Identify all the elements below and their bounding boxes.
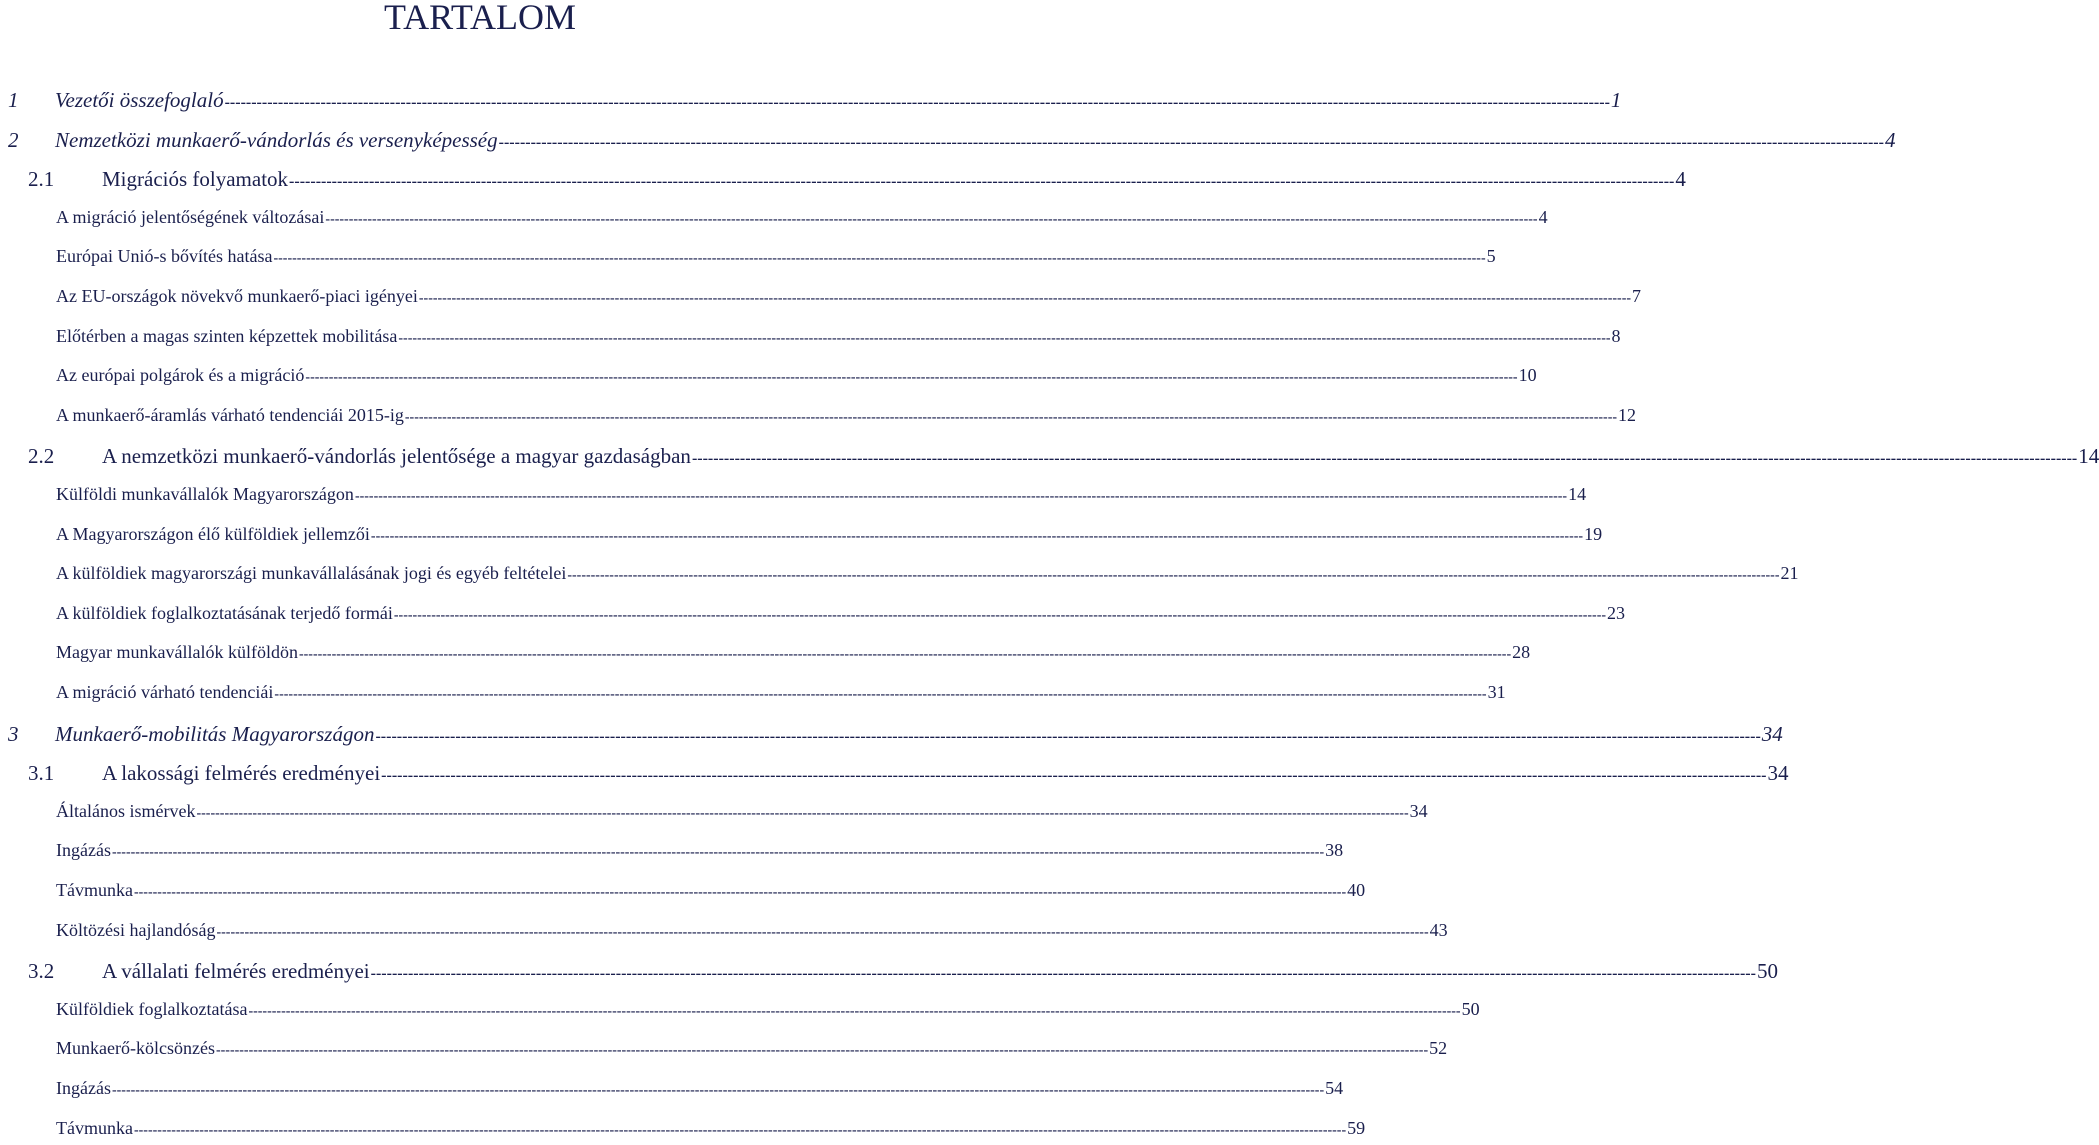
toc-leader: -------------------------------------------------------------------------------------------------------------------------------------------------------------------------------------------------------------------------------------------------------------------- bbox=[393, 607, 1607, 623]
toc-entry-title: A külföldiek foglalkoztatásának terjedő formái bbox=[56, 602, 393, 623]
toc-entry-page: 50 bbox=[1461, 998, 1480, 1019]
toc-entry-title: Távmunka bbox=[56, 1117, 133, 1138]
toc-leader: -------------------------------------------------------------------------------------------------------------------------------------------------------------------------------------------------------------------------------------------------------------------- bbox=[111, 1083, 1325, 1098]
toc-entry-page: 7 bbox=[1632, 286, 1642, 306]
toc-leader: -------------------------------------------------------------------------------------------------------------------------------------------------------------------------------------------------------------------------------------------------------------------- bbox=[567, 568, 1780, 584]
toc-entry[interactable] bbox=[28, 761, 1789, 787]
toc-entry-title: Ingázás bbox=[56, 1078, 111, 1098]
toc-entry[interactable] bbox=[56, 286, 1642, 310]
toc-leader: -------------------------------------------------------------------------------------------------------------------------------------------------------------------------------------------------------------------------------------------------------------------- bbox=[248, 1003, 1461, 1019]
toc-entry-page: 54 bbox=[1325, 1078, 1344, 1098]
toc-entry-page: 12 bbox=[1618, 404, 1637, 425]
toc-leader: -------------------------------------------------------------------------------------------------------------------------------------------------------------------------------------------------------------------------------------------------------------------- bbox=[691, 450, 2078, 468]
toc-entry-title: A nemzetközi munkaerő-vándorlás jelentősége a magyar gazdaságban bbox=[102, 444, 691, 469]
toc-entry[interactable] bbox=[8, 721, 1783, 748]
toc-entry-title: Vezetői összefoglaló bbox=[55, 88, 224, 112]
toc-entry-title: A munkaerő-áramlás várható tendenciái 2015-ig bbox=[56, 404, 404, 425]
toc-entry[interactable] bbox=[56, 880, 1366, 904]
toc-entry-title: A lakossági felmérés eredményei bbox=[102, 761, 381, 786]
toc-entry-page: 19 bbox=[1584, 523, 1603, 544]
toc-entry[interactable] bbox=[56, 800, 1428, 825]
toc-leader: -------------------------------------------------------------------------------------------------------------------------------------------------------------------------------------------------------------------------------------------------------------------- bbox=[498, 133, 1884, 151]
toc-entry[interactable] bbox=[56, 998, 1480, 1023]
toc-entry-number: 2 bbox=[8, 127, 19, 152]
toc-entry[interactable] bbox=[28, 444, 2099, 470]
toc-entry-title: Az EU-országok növekvő munkaerő-piaci igényei bbox=[56, 286, 418, 306]
toc-entry[interactable] bbox=[56, 1078, 1344, 1102]
toc-entry-page: 50 bbox=[1756, 959, 1778, 984]
toc-entry-page: 23 bbox=[1607, 602, 1626, 623]
toc-entry-page: 52 bbox=[1429, 1038, 1448, 1059]
toc-leader: -------------------------------------------------------------------------------------------------------------------------------------------------------------------------------------------------------------------------------------------------------------------- bbox=[354, 489, 1568, 504]
toc-leader: -------------------------------------------------------------------------------------------------------------------------------------------------------------------------------------------------------------------------------------------------------------------- bbox=[305, 370, 1518, 386]
toc-entry-title: Migrációs folyamatok bbox=[102, 167, 289, 192]
toc-entry-title: A külföldiek magyarországi munkavállalásának jogi és egyéb feltételei bbox=[56, 563, 567, 584]
toc-entry[interactable] bbox=[56, 484, 1587, 508]
toc-leader: -------------------------------------------------------------------------------------------------------------------------------------------------------------------------------------------------------------------------------------------------------------------- bbox=[273, 251, 1486, 267]
toc-entry[interactable] bbox=[56, 682, 1506, 706]
toc-entry[interactable] bbox=[56, 840, 1344, 864]
toc-entry-page: 10 bbox=[1518, 365, 1537, 386]
toc-entry[interactable] bbox=[8, 88, 1622, 114]
toc-entry[interactable] bbox=[28, 959, 1778, 985]
toc-leader: -------------------------------------------------------------------------------------------------------------------------------------------------------------------------------------------------------------------------------------------------------------------- bbox=[370, 965, 1756, 983]
toc-entry[interactable] bbox=[56, 642, 1531, 666]
toc-entry-page: 4 bbox=[1675, 167, 1686, 192]
toc-entry-title: Általános ismérvek bbox=[56, 800, 196, 821]
toc-entry-page: 34 bbox=[1761, 721, 1783, 746]
toc-leader: -------------------------------------------------------------------------------------------------------------------------------------------------------------------------------------------------------------------------------------------------------------------- bbox=[215, 1043, 1429, 1059]
toc-entry-title: Nemzetközi munkaerő-vándorlás és versenyképesség bbox=[55, 127, 498, 152]
toc-entry-title: A Magyarországon élő külföldiek jellemzői bbox=[56, 523, 370, 544]
toc-entry-page: 5 bbox=[1486, 246, 1496, 267]
toc-entry-page: 8 bbox=[1611, 325, 1621, 346]
toc-leader: -------------------------------------------------------------------------------------------------------------------------------------------------------------------------------------------------------------------------------------------------------------------- bbox=[111, 845, 1325, 861]
toc-entry-page: 4 bbox=[1884, 127, 1896, 152]
toc-entry[interactable] bbox=[56, 246, 1496, 270]
toc-entry[interactable] bbox=[56, 919, 1448, 944]
toc-leader: -------------------------------------------------------------------------------------------------------------------------------------------------------------------------------------------------------------------------------------------------------------------- bbox=[370, 528, 1584, 544]
page-title: TARTALOM bbox=[383, 0, 577, 37]
toc-leader: -------------------------------------------------------------------------------------------------------------------------------------------------------------------------------------------------------------------------------------------------------------------- bbox=[133, 1122, 1347, 1138]
toc-entry-title: Külföldiek foglalkoztatása bbox=[56, 998, 248, 1019]
toc-entry-page: 38 bbox=[1325, 840, 1344, 861]
toc-entry[interactable] bbox=[56, 602, 1626, 627]
toc-leader: -------------------------------------------------------------------------------------------------------------------------------------------------------------------------------------------------------------------------------------------------------------------- bbox=[418, 291, 1632, 306]
toc-entry[interactable] bbox=[56, 523, 1603, 548]
toc-leader: -------------------------------------------------------------------------------------------------------------------------------------------------------------------------------------------------------------------------------------------------------------------- bbox=[196, 805, 1409, 821]
toc-entry-page: 34 bbox=[1409, 800, 1428, 821]
toc-entry[interactable] bbox=[56, 206, 1548, 231]
toc-entry-page: 43 bbox=[1429, 919, 1448, 940]
toc-entry-number: 2.1 bbox=[28, 167, 55, 192]
toc-entry-number: 3 bbox=[8, 721, 19, 746]
toc-entry-page: 28 bbox=[1512, 642, 1531, 663]
toc-entry-title: A migráció jelentőségének változásai bbox=[56, 206, 325, 227]
toc-entry-title: Költözési hajlandóság bbox=[56, 919, 216, 940]
toc-entry-title: Előtérben a magas szinten képzettek mobilitása bbox=[56, 325, 398, 346]
toc-leader: -------------------------------------------------------------------------------------------------------------------------------------------------------------------------------------------------------------------------------------------------------------------- bbox=[216, 924, 1429, 940]
toc-entry-title: Távmunka bbox=[56, 880, 133, 900]
toc-entry-title: Külföldi munkavállalók Magyarországon bbox=[56, 484, 354, 504]
toc-entry-title: Ingázás bbox=[56, 840, 111, 861]
toc-entry-page: 4 bbox=[1538, 206, 1548, 227]
toc-entry-page: 14 bbox=[2078, 444, 2099, 469]
toc-entry-page: 34 bbox=[1767, 761, 1789, 786]
toc-entry[interactable] bbox=[28, 167, 1686, 193]
toc-entry-page: 40 bbox=[1347, 880, 1366, 900]
toc-entry-number: 3.1 bbox=[28, 761, 55, 786]
toc-entry-title: A vállalati felmérés eredményei bbox=[102, 959, 370, 984]
toc-entry-title: A migráció várható tendenciái bbox=[56, 682, 274, 702]
toc-entry-title: Munkaerő-mobilitás Magyarországon bbox=[55, 721, 375, 746]
toc-entry-number: 3.2 bbox=[28, 959, 55, 984]
toc-entry-page: 31 bbox=[1487, 682, 1506, 702]
toc-entry-page: 59 bbox=[1347, 1117, 1366, 1138]
toc-entry-page: 21 bbox=[1780, 563, 1799, 584]
toc-entry[interactable] bbox=[56, 404, 1637, 429]
toc-leader: -------------------------------------------------------------------------------------------------------------------------------------------------------------------------------------------------------------------------------------------------------------------- bbox=[298, 647, 1512, 663]
toc-leader: -------------------------------------------------------------------------------------------------------------------------------------------------------------------------------------------------------------------------------------------------------------------- bbox=[274, 687, 1487, 702]
toc-entry[interactable] bbox=[56, 563, 1799, 587]
toc-entry-title: Magyar munkavállalók külföldön bbox=[56, 642, 298, 663]
toc-entry[interactable] bbox=[56, 365, 1537, 389]
toc-leader: -------------------------------------------------------------------------------------------------------------------------------------------------------------------------------------------------------------------------------------------------------------------- bbox=[375, 727, 1761, 745]
toc-entry[interactable] bbox=[56, 1038, 1448, 1062]
toc-entry-number: 2.2 bbox=[28, 444, 55, 469]
toc-entry[interactable] bbox=[56, 1117, 1366, 1142]
toc-leader: -------------------------------------------------------------------------------------------------------------------------------------------------------------------------------------------------------------------------------------------------------------------- bbox=[404, 409, 1618, 425]
toc-entry-page: 1 bbox=[1610, 88, 1622, 112]
toc-leader: -------------------------------------------------------------------------------------------------------------------------------------------------------------------------------------------------------------------------------------------------------------------- bbox=[325, 211, 1538, 227]
toc-entry-title: Munkaerő-kölcsönzés bbox=[56, 1038, 215, 1059]
toc-leader: -------------------------------------------------------------------------------------------------------------------------------------------------------------------------------------------------------------------------------------------------------------------- bbox=[224, 94, 1610, 111]
toc-leader: -------------------------------------------------------------------------------------------------------------------------------------------------------------------------------------------------------------------------------------------------------------------- bbox=[133, 885, 1347, 900]
toc-leader: -------------------------------------------------------------------------------------------------------------------------------------------------------------------------------------------------------------------------------------------------------------------- bbox=[381, 767, 1767, 785]
toc-leader: -------------------------------------------------------------------------------------------------------------------------------------------------------------------------------------------------------------------------------------------------------------------- bbox=[289, 173, 1675, 191]
toc-entry-page: 14 bbox=[1568, 484, 1587, 504]
toc-entry-number: 1 bbox=[8, 88, 19, 112]
toc-entry[interactable] bbox=[8, 127, 1896, 154]
toc-entry[interactable] bbox=[56, 325, 1621, 350]
toc-leader: -------------------------------------------------------------------------------------------------------------------------------------------------------------------------------------------------------------------------------------------------------------------- bbox=[398, 330, 1611, 346]
toc-entry-title: Az európai polgárok és a migráció bbox=[56, 365, 305, 386]
toc-entry-title: Európai Unió-s bővítés hatása bbox=[56, 246, 273, 267]
